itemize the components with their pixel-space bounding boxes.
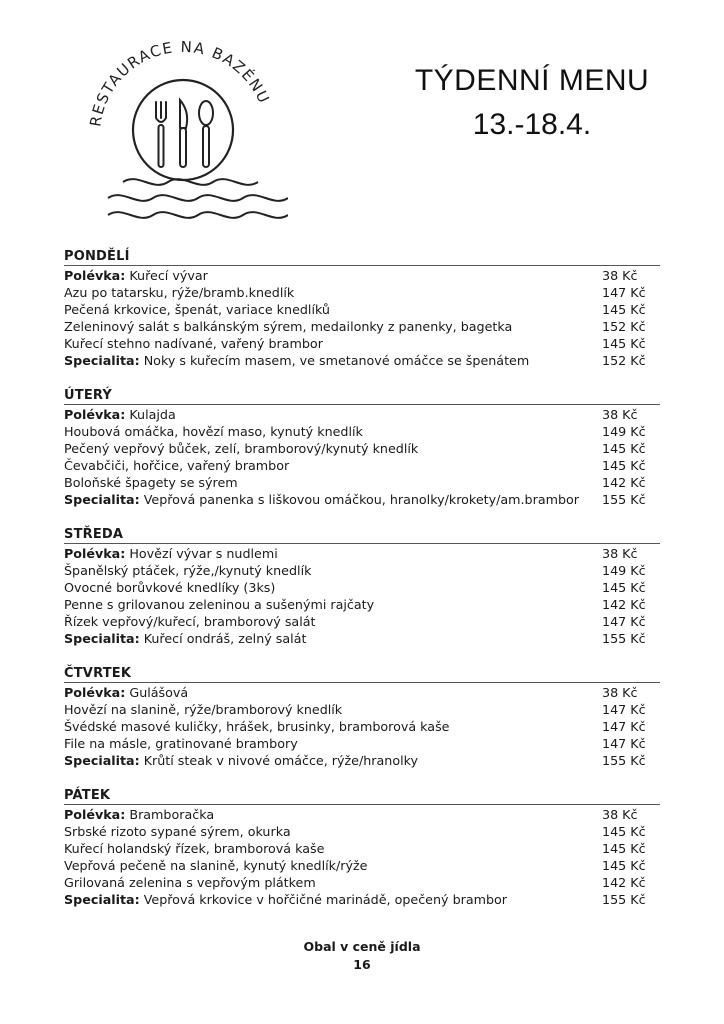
dish-name: Pečená krkovice, špenát, variace knedlíků (64, 302, 330, 317)
dish-category-label: Specialita: (64, 353, 140, 368)
dish-name: Vepřová pečeně na slanině, kynutý knedlík/rýže (64, 858, 368, 873)
dish-price: 149 Kč (602, 563, 646, 578)
menu-item (64, 752, 660, 769)
dish-category-label: Polévka: (64, 685, 126, 700)
dish-name: Houbová omáčka, hovězí maso, kynutý knedlík (64, 424, 363, 439)
divider (64, 265, 660, 266)
menu-item (64, 457, 660, 474)
dish-description (64, 874, 600, 891)
dish-description (64, 284, 600, 301)
menu-item (64, 840, 660, 857)
dish-name: File na másle, gratinované brambory (64, 736, 298, 751)
dish-price: 38 Kč (602, 268, 638, 283)
day-section (64, 787, 660, 908)
dish-price: 145 Kč (602, 824, 646, 839)
dish-name: Řízek vepřový/kuřecí, bramborový salát (64, 614, 316, 629)
menu-item (64, 562, 660, 579)
dish-description (64, 457, 600, 474)
dish-description (64, 613, 600, 630)
footer (0, 938, 724, 974)
waves-icon (108, 179, 288, 218)
dish-name: Vepřová panenka s liškovou omáčkou, hranolky/krokety/am.brambor (139, 492, 579, 507)
dish-name: Vepřová krkovice v hořčičné marinádě, opečený brambor (139, 892, 508, 907)
day-section (64, 248, 660, 369)
dish-name: Španělský ptáček, rýže,/kynutý knedlík (64, 563, 312, 578)
dish-description (64, 562, 600, 579)
dish-price: 145 Kč (602, 841, 646, 856)
day-section (64, 526, 660, 647)
dish-category-label: Polévka: (64, 807, 126, 822)
menu-item (64, 474, 660, 491)
divider (64, 682, 660, 683)
menu-item (64, 423, 660, 440)
menu-item (64, 806, 660, 823)
dish-category-label: Polévka: (64, 268, 126, 283)
dish-name: Kuřecí holandský řízek, bramborová kaše (64, 841, 325, 856)
menu-header (392, 64, 672, 142)
day-heading: ÚTERÝ (64, 388, 113, 403)
menu-item (64, 491, 660, 508)
dish-category-label: Specialita: (64, 753, 140, 768)
dish-price: 142 Kč (602, 475, 646, 490)
menu-item (64, 267, 660, 284)
dish-price: 145 Kč (602, 441, 646, 456)
dish-name: Boloňské špagety se sýrem (64, 475, 238, 490)
dish-category-label: Specialita: (64, 631, 140, 646)
dish-name: Čevabčiči, hořčice, vařený brambor (64, 458, 290, 473)
dish-description (64, 579, 600, 596)
menu-item (64, 701, 660, 718)
menu-item (64, 613, 660, 630)
menu-item (64, 301, 660, 318)
dish-price: 152 Kč (602, 319, 646, 334)
dish-category-label: Polévka: (64, 546, 126, 561)
menu-item (64, 318, 660, 335)
dish-description (64, 857, 600, 874)
packaging-price: 16 (353, 957, 371, 972)
dish-price: 145 Kč (602, 302, 646, 317)
menu-item (64, 891, 660, 908)
dish-name: Bramboračka (125, 807, 215, 822)
menu-item (64, 335, 660, 352)
dish-price: 155 Kč (602, 631, 646, 646)
dish-description (64, 267, 600, 284)
logo-graphic (78, 30, 288, 240)
restaurant-logo (78, 30, 288, 240)
dish-name: Ovocné borůvkové knedlíky (3ks) (64, 580, 276, 595)
day-heading: PONDĚLÍ (64, 249, 130, 264)
fork-icon (156, 102, 166, 167)
page-title: TÝDENNÍ MENU (414, 64, 650, 97)
dish-description (64, 752, 600, 769)
dish-category-label: Polévka: (64, 407, 126, 422)
dish-description (64, 335, 600, 352)
dish-price: 155 Kč (602, 753, 646, 768)
menu-item (64, 857, 660, 874)
day-heading: STŘEDA (64, 527, 124, 542)
dish-price: 147 Kč (602, 702, 646, 717)
day-section (64, 387, 660, 508)
menu-item (64, 406, 660, 423)
weekly-menu (64, 248, 660, 926)
dish-name: Zeleninový salát s balkánským sýrem, medailonky z panenky, bagetka (64, 319, 513, 334)
dish-name: Krůtí steak v nivové omáčce, rýže/hranolky (139, 753, 419, 768)
dish-name: Švédské masové kuličky, hrášek, brusinky, bramborová kaše (64, 719, 450, 734)
dish-price: 152 Kč (602, 353, 646, 368)
divider (64, 543, 660, 544)
dish-description (64, 423, 600, 440)
dish-category-label: Specialita: (64, 492, 140, 507)
knife-icon (180, 100, 187, 167)
divider (64, 404, 660, 405)
dish-description (64, 352, 600, 369)
dish-category-label: Specialita: (64, 892, 140, 907)
dish-price: 145 Kč (602, 580, 646, 595)
dish-name: Gulášová (125, 685, 189, 700)
dish-price: 145 Kč (602, 336, 646, 351)
divider (64, 804, 660, 805)
dish-name: Kuřecí stehno nadívané, vařený brambor (64, 336, 323, 351)
dish-price: 147 Kč (602, 719, 646, 734)
dish-price: 149 Kč (602, 424, 646, 439)
day-heading: ČTVRTEK (64, 666, 132, 681)
menu-item (64, 352, 660, 369)
dish-name: Penne s grilovanou zeleninou a sušenými rajčaty (64, 597, 375, 612)
menu-item (64, 718, 660, 735)
menu-item (64, 823, 660, 840)
menu-item (64, 630, 660, 647)
dish-description (64, 491, 600, 508)
dish-price: 145 Kč (602, 858, 646, 873)
menu-item (64, 545, 660, 562)
date-range: 13.-18.4. (472, 108, 592, 141)
dish-price: 38 Kč (602, 685, 638, 700)
spoon-icon (199, 101, 213, 167)
dish-description (64, 718, 600, 735)
dish-price: 142 Kč (602, 875, 646, 890)
dish-description (64, 301, 600, 318)
dish-name: Hovězí na slanině, rýže/bramborový knedlík (64, 702, 343, 717)
logo-text: RESTAURACE NA BAZÉNU (86, 37, 274, 128)
dish-name: Kuřecí vývar (125, 268, 208, 283)
dish-name: Kulajda (125, 407, 176, 422)
dish-name: Srbské rizoto sypané sýrem, okurka (64, 824, 291, 839)
dish-description (64, 318, 600, 335)
dish-description (64, 474, 600, 491)
dish-name: Grilovaná zelenina s vepřovým plátkem (64, 875, 316, 890)
dish-description (64, 684, 600, 701)
day-section (64, 665, 660, 769)
dish-price: 155 Kč (602, 492, 646, 507)
menu-item (64, 874, 660, 891)
dish-price: 147 Kč (602, 614, 646, 629)
menu-item (64, 684, 660, 701)
dish-description (64, 823, 600, 840)
menu-item (64, 735, 660, 752)
dish-description (64, 891, 600, 908)
dish-price: 38 Kč (602, 407, 638, 422)
dish-description (64, 630, 600, 647)
menu-item (64, 596, 660, 613)
dish-price: 145 Kč (602, 458, 646, 473)
dish-description (64, 701, 600, 718)
dish-description (64, 840, 600, 857)
plate-icon (133, 80, 233, 180)
dish-price: 155 Kč (602, 892, 646, 907)
menu-item (64, 579, 660, 596)
dish-description (64, 596, 600, 613)
dish-description (64, 406, 600, 423)
dish-price: 142 Kč (602, 597, 646, 612)
packaging-note: Obal v ceně jídla (303, 939, 421, 954)
dish-price: 38 Kč (602, 546, 638, 561)
dish-name: Azu po tatarsku, rýže/bramb.knedlík (64, 285, 295, 300)
dish-name: Noky s kuřecím masem, ve smetanové omáčce se špenátem (139, 353, 530, 368)
dish-name: Kuřecí ondráš, zelný salát (139, 631, 307, 646)
dish-description (64, 440, 600, 457)
dish-price: 38 Kč (602, 807, 638, 822)
dish-description (64, 806, 600, 823)
menu-item (64, 440, 660, 457)
dish-description (64, 545, 600, 562)
dish-name: Pečený vepřový bůček, zelí, bramborový/kynutý knedlík (64, 441, 419, 456)
dish-name: Hovězí vývar s nudlemi (125, 546, 278, 561)
dish-price: 147 Kč (602, 736, 646, 751)
dish-price: 147 Kč (602, 285, 646, 300)
day-heading: PÁTEK (64, 788, 111, 803)
dish-description (64, 735, 600, 752)
menu-item (64, 284, 660, 301)
